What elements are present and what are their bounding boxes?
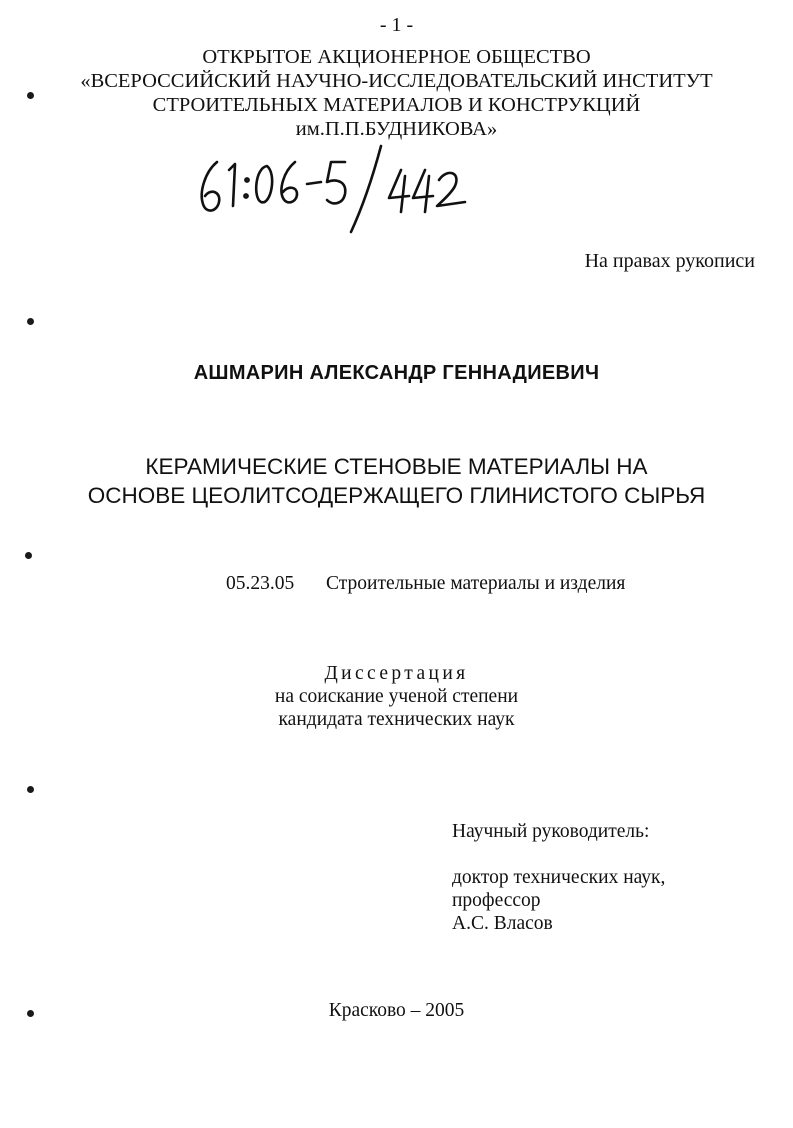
organization-line: «ВСЕРОССИЙСКИЙ НАУЧНО-ИССЛЕДОВАТЕЛЬСКИЙ ИНСТИТУТ xyxy=(80,70,713,92)
dissertation-label: Диссертация xyxy=(324,663,469,684)
organization-line: ОТКРЫТОЕ АКЦИОНЕРНОЕ ОБЩЕСТВО xyxy=(202,46,591,68)
title-line: ОСНОВЕ ЦЕОЛИТСОДЕРЖАЩЕГО ГЛИНИСТОГО СЫРЬЯ xyxy=(87,483,706,508)
specialty xyxy=(226,573,625,595)
organization-header xyxy=(0,45,793,141)
binding-mark xyxy=(25,552,32,559)
binding-mark xyxy=(27,318,34,325)
specialty-code: 05.23.05 xyxy=(226,573,295,594)
supervisor-degree: доктор технических наук, xyxy=(452,867,666,888)
handwritten-archive-code xyxy=(195,140,485,240)
binding-mark xyxy=(27,786,34,793)
dissertation-degree-line: кандидата технических наук xyxy=(278,709,515,730)
supervisor-block xyxy=(452,820,665,935)
organization-line: им.П.П.БУДНИКОВА» xyxy=(295,118,498,140)
specialty-name: Строительные материалы и изделия xyxy=(326,573,626,594)
author-name: АШМАРИН АЛЕКСАНДР ГЕННАДИЕВИЧ xyxy=(193,362,600,384)
dissertation-block xyxy=(0,662,793,731)
binding-mark xyxy=(27,1010,34,1017)
binding-mark xyxy=(27,92,34,99)
place-year: Красково – 2005 xyxy=(328,1000,465,1021)
dissertation-degree-line: на соискание ученой степени xyxy=(274,686,519,707)
title-line: КЕРАМИЧЕСКИЕ СТЕНОВЫЕ МАТЕРИАЛЫ НА xyxy=(145,454,648,479)
rights-note: На правах рукописи xyxy=(584,250,755,272)
supervisor-rank: профессор xyxy=(452,890,541,911)
supervisor-name: А.С. Власов xyxy=(452,913,553,934)
organization-line: СТРОИТЕЛЬНЫХ МАТЕРИАЛОВ И КОНСТРУКЦИЙ xyxy=(152,94,641,116)
page-number: - 1 - xyxy=(379,14,414,36)
supervisor-heading: Научный руководитель: xyxy=(452,821,650,842)
dissertation-title xyxy=(0,452,793,510)
